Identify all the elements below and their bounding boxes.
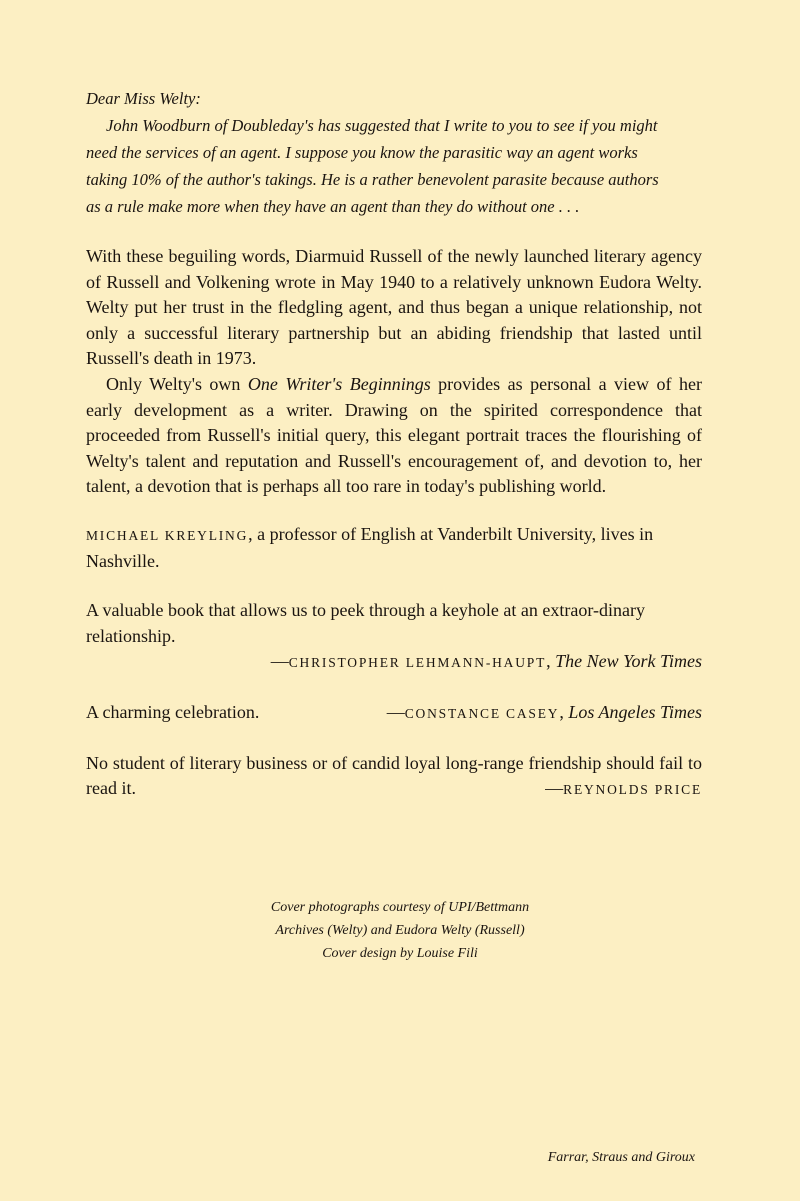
author-name: MICHAEL KREYLING bbox=[86, 527, 249, 543]
blurb-attribution bbox=[86, 649, 702, 676]
description-paragraph-2 bbox=[86, 372, 702, 500]
author-bio-text: , a professor of English at Vanderbilt University, lives in Nashville. bbox=[86, 523, 654, 571]
description-paragraph-1: With these beguiling words, Diarmuid Russell of the newly launched literary agency of Russell and Volkening wrote in May 1940 to a relatively unknown Eudora Welty. Welty put her trust in the fledgling agent, and thus began a unique relationship, not only a successful literary partnership but an abiding friendship that lasted until Russell's death in 1973. bbox=[86, 246, 702, 369]
back-cover-text bbox=[86, 85, 702, 803]
credit-line: Cover photographs courtesy of UPI/Bettmann bbox=[270, 900, 530, 915]
letter-line: as a rule make more when they have an agent than they do without one . . . bbox=[86, 197, 580, 216]
credit-line: Archives (Welty) and Eudora Welty (Russell) bbox=[275, 923, 525, 938]
blurb-2 bbox=[86, 700, 702, 727]
blurb-author: CHRISTOPHER LEHMANN-HAUPT bbox=[288, 655, 547, 671]
blurb-1 bbox=[86, 598, 702, 676]
dash: — bbox=[270, 651, 289, 672]
blurb-3 bbox=[86, 751, 702, 803]
blurb-text: No student of literary business or of candid loyal long-range friendship should fail to read it. bbox=[86, 752, 702, 799]
separator: , bbox=[559, 701, 569, 722]
letter-line: need the services of an agent. I suppose you know the parasitic way an agent works bbox=[86, 143, 638, 162]
book-title: One Writer's Beginnings bbox=[247, 373, 431, 394]
blurb-source: The New York Times bbox=[555, 651, 702, 672]
blurb-text: A valuable book that allows us to peek through a keyhole at an extraor-dinary relationship. bbox=[86, 600, 645, 646]
description bbox=[86, 244, 702, 500]
letter-salutation: Dear Miss Welty: bbox=[86, 89, 201, 108]
dash: — bbox=[386, 701, 405, 722]
letter-line: taking 10% of the author's takings. He is a rather benevolent parasite because authors bbox=[86, 170, 659, 189]
letter-line: John Woodburn of Doubleday's has suggested that I write to you to see if you might bbox=[106, 116, 658, 135]
letter-excerpt bbox=[86, 85, 702, 220]
separator: , bbox=[546, 651, 556, 672]
blurb-attribution bbox=[387, 700, 702, 727]
blurb-source: Los Angeles Times bbox=[568, 701, 702, 722]
author-bio bbox=[86, 522, 702, 574]
text-span: Only Welty's own bbox=[106, 373, 248, 394]
publisher-name: Farrar, Straus and Giroux bbox=[547, 1150, 695, 1165]
blurb-author: CONSTANCE CASEY bbox=[404, 705, 560, 721]
cover-credits bbox=[0, 896, 800, 965]
blurb-text: A charming celebration. bbox=[86, 701, 260, 722]
blurb-author: REYNOLDS PRICE bbox=[563, 782, 702, 798]
blurb-attribution bbox=[86, 776, 702, 803]
credit-line: Cover design by Louise Fili bbox=[322, 946, 478, 961]
dash: — bbox=[545, 778, 564, 799]
text-span: provides as personal a view of her early development as a writer. Drawing on the spirited correspondence that proceeded from Russell's initial query, this elegant portrait traces the flourishing of Welty's talent and reputation and Russell's encouragement of, and devotion to, her talent, a devotion that is perhaps all too rare in today's publishing world. bbox=[86, 373, 702, 497]
